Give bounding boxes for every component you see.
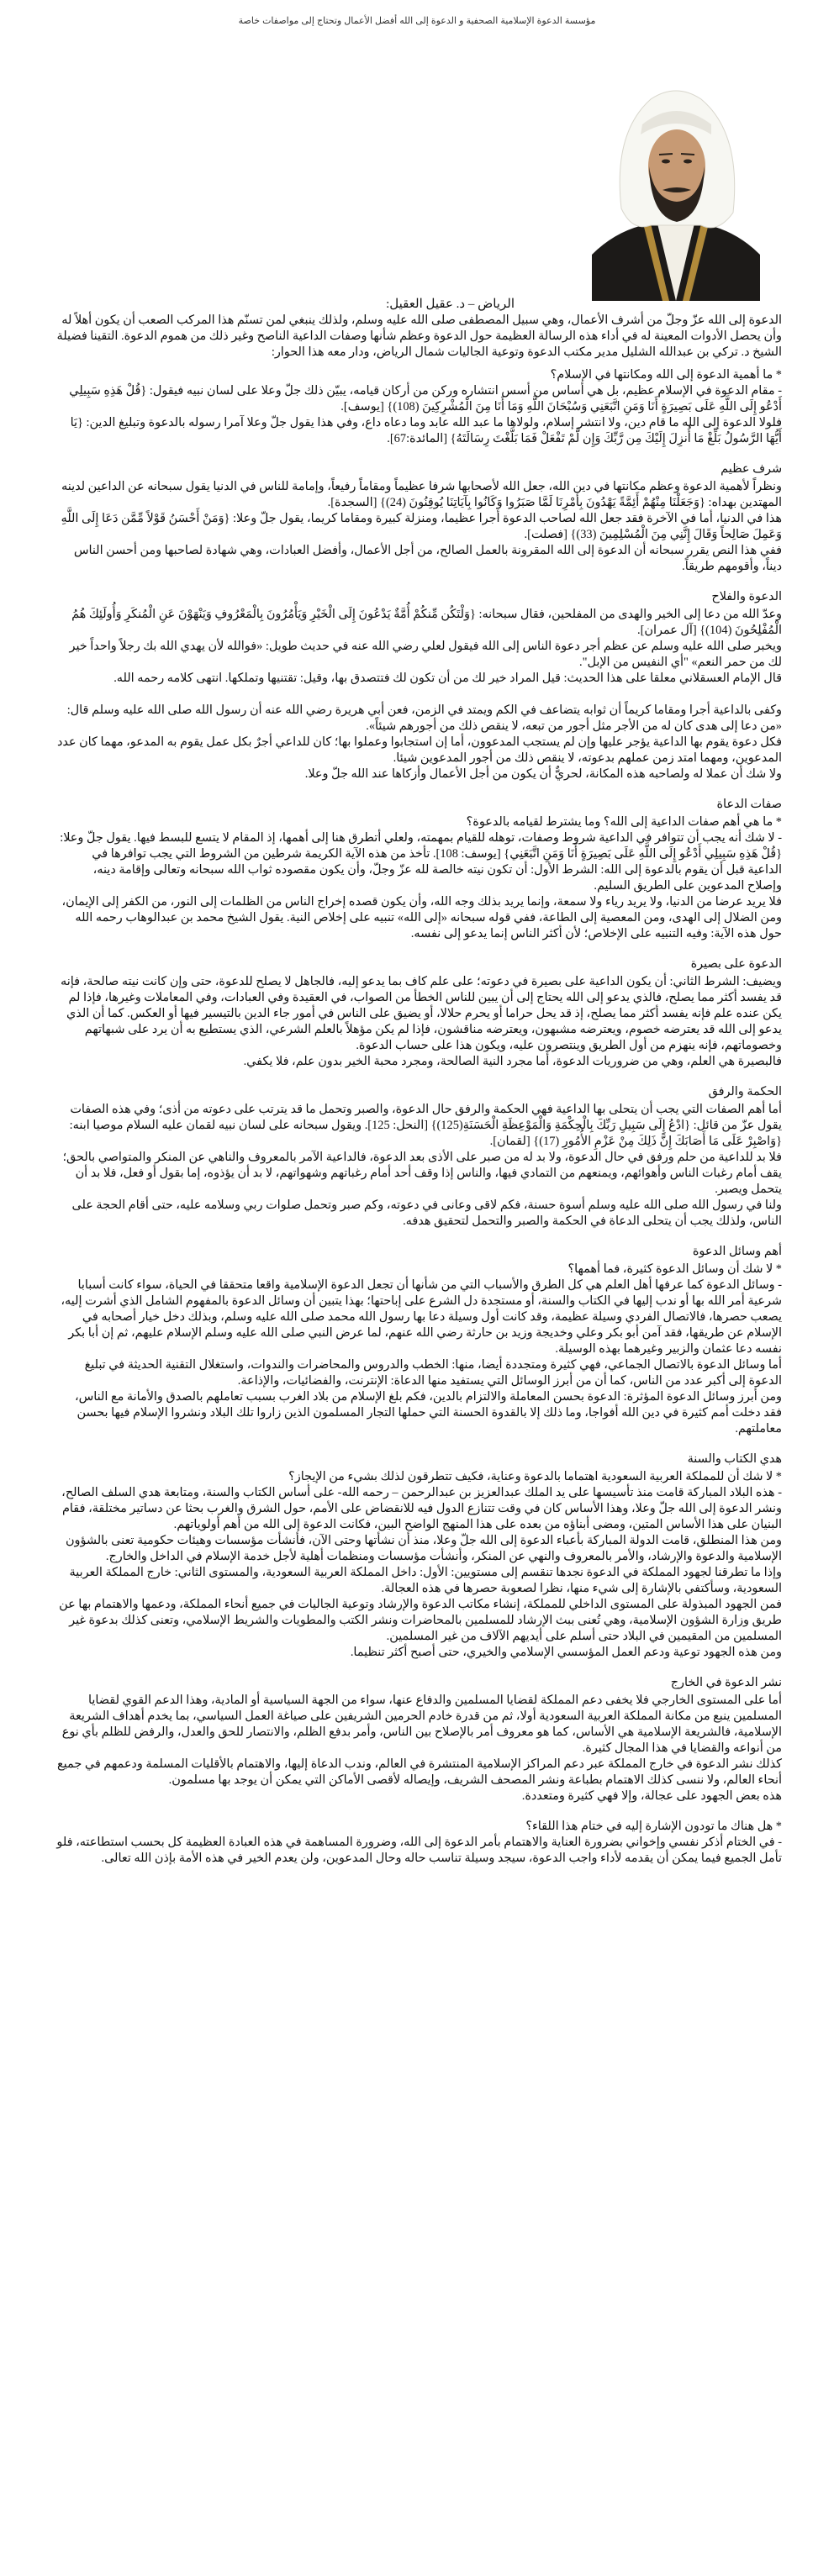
article-section [55,1084,782,1230]
section-heading: شرف عظيم [721,462,782,476]
section-heading: الحكمة والرفق [708,1085,782,1098]
section-paragraph: * هل هناك ما تودون الإشارة إليه في ختام هذا اللقاء؟ [525,1820,782,1833]
section-paragraph: * لا شك أن وسائل الدعوة كثيرة، فما أهمها؟ [567,1262,782,1276]
section-paragraph: * ما أهمية الدعوة إلى الله ومكانتها في الإسلام؟ [550,368,782,382]
portrait-photo [592,74,760,301]
article-section [55,367,782,447]
section-heading: الدعوة على بصيرة [690,957,782,971]
section-heading: أهم وسائل الدعوة [692,1245,782,1258]
article-byline: الرياض – د. عقيل العقيل: [386,298,515,311]
section-paragraph: وكفى بالداعية أجرا ومقاما كريماً أن ثوابه يتضاعف في الكم ويمتد في الزمن، فعن أبي هريرة رضي الله عنه أن رسول الله صلى الله عليه وسلم قال: «من دعا إلى هدى كان له من الأجر مثل أجور من تبعه، لا ينقص ذلك من أجورهم شيئاً». [66,703,782,733]
section-paragraph: فلا يريد عرضا من الدنيا، ولا يريد رياء ولا سمعة، وإنما يريد بذلك وجه الله، وأن يكون قصده إخراج الناس من الظلمات إلى النور، من الكفر إلى الإيمان، ومن الضلال إلى الهدى، ومن المعصية إلى الطاعة، ففي قوله سبحانه «إلى الله» تنبيه على إخلاص النية. يقول الشيخ محمد بن عبدالوهاب رحمه الله حول هذه الآية: وفيه التنبيه على الإخلاص؛ لأن أكثر الناس إنما يدعو إلى نفسه. [61,895,782,940]
article-section [55,1244,782,1437]
section-paragraph: - هذه البلاد المباركة قامت منذ تأسيسها على يد الملك عبدالعزيز بن عبدالرحمن – رحمه الله- على أساس الكتاب والسنة، ومتابعة هدي السلف الصالح، ونشر الدعوة إلى الله جلّ وعلا، وهذا الأساس كان في وقت تتنازع الدول فيه للانقضاض على الأمم، حول الشرق والغرب بحثا عن دساتير مختلقة، فقام البنيان على هذا الأساس المتين، ومضى أبناؤه من بعده على هذا المنهج الواضح البين، فكانت الدعوة إلى الله من أهم أولوياتهم. [61,1486,782,1531]
section-heading: نشر الدعوة في الخارج [670,1676,782,1689]
article-section [55,1675,782,1804]
section-heading: الدعوة والفلاح [711,590,782,603]
article-body [55,313,782,1881]
section-paragraph: * لا شك أن للمملكة العربية السعودية اهتماما بالدعوة وعناية، فكيف تتطرقون لذلك بشيء من الإيجاز؟ [288,1470,782,1483]
section-paragraph: كذلك نشر الدعوة في خارج المملكة عبر دعم المراكز الإسلامية المنتشرة في العالم، وندب الدعاة إليها، والاهتمام بالأقليات المسلمة ودعمهم في جميع أنحاء العالم، ولا ننسى كذلك الاهتمام بطباعة ونشر المصحف الشريف، وإيصاله لأقصى الأماكن التي يمكن أن يوجد بها مسلمون. [57,1757,782,1787]
section-paragraph: قال الإمام العسقلاني معلقا على هذا الحديث: قيل المراد خير لك من أن تكون لك فتتصدق بها، وقيل: تقتنيها وتملكها. انتهى كلامه رحمه الله. [113,672,782,685]
section-paragraph: * ما هي أهم صفات الداعية إلى الله؟ وما يشترط لقيامه بالدعوة؟ [466,815,782,829]
section-paragraph: ويضيف: الشرط الثاني: أن يكون الداعية على بصيرة في دعوته؛ على علم كاف بما يدعو إليه، فالجاهل لا يصلح للدعوة، حتى وإن كانت نيته صالحة، فإنه قد يفسد أكثر مما يصلح، فالذي يدعو إلى الله يحتاج إلى أن يبين للناس الخطأ من الصواب، في العقيدة وفي العبادات، وفي المعاملات وغيرها، فإذا لم يكن عنده علم فإنه يفسد أكثر مما يصلح، إذ قد يحل حراما أو يحرم حلالا، أو يضيق على الناس في أمور جاء الدين بالتيسير فيها أو العكس. كما أن الذي يدعو إلى الله قد يعترضه خصوم، ويعترضه مشبهون، ويعترضه مناقشون، فإذا لم يكن مؤهلاً بالعلم الشرعي، الذي يستطيع به أن يرد على شبهاتهم وخصوماتهم، فإنه ينهزم من أول الطريق وينتصرون عليه، ويكون هذا على حساب الدعوة. [61,975,782,1052]
section-paragraph: ومن هذا المنطلق، قامت الدولة المباركة بأعباء الدعوة إلى الله جلّ وعلا، منذ أن نشأتها وحتى الآن، فأنشأت مؤسسات وهيئات حكومية تعنى بالشؤون الإسلامية والدعوة والإرشاد، والأمر بالمعروف والنهي عن المنكر، وأنشأت مؤسسات ومنظمات أهلية لأجل خدمة الإسلام في الداخل والخارج. [65,1534,782,1563]
section-paragraph [55,687,782,703]
section-paragraph: أما على المستوى الخارجي فلا يخفى دعم المملكة لقضايا المسلمين والدفاع عنها، سواء من الجهة السياسية أو المادية، وهذا الدعم القوي لقضايا المسلمين ينبع من مكانة المملكة العربية السعودية أولا، ثم من قدرة خادم الحرمين الشريفين على صياغة العمل السياسي، بما يخدم أهداف الشريعة الإسلامية، فالشريعة الإسلامية هي الأساس، كما هو معروف أمر بالإصلاح بين الناس، وأمر بدفع الظلم، والانتصار للحق والعدل، والرفض للظلم بأي نوع من أنواعه والقضايا في هذا المجال كثيرة. [61,1694,782,1755]
article-intro: الدعوة إلى الله عزّ وجلّ من أشرف الأعمال، وهي سبيل المصطفى صلى الله عليه وسلم، ولذلك ينبغي لمن تسنّم هذا المركب الصعب أن يكون أهلاً له وأن يحصل الأدوات المعينة له في أداء هذه الرسالة العظيمة حول الدعوة وعظم شأنها وصفات الداعية الناصح وغير ذلك من هموم الدعوة. التقينا فضيلة الشيخ د. تركي بن عبدالله الشليل مدير مكتب الدعوة وتوعية الجاليات شمال الرياض، ودار معه هذا الحوار: [56,313,782,359]
section-paragraph: ويخبر صلى الله عليه وسلم عن عظم أجر دعوة الناس إلى الله فيقول لعلي رضي الله عنه في حديث طويل: «فوالله لأن يهدي الله بك رجلاً واحداً خير لك من حمر النعم» "أي النفيس من الإبل". [69,640,782,669]
section-paragraph: أما أهم الصفات التي يجب أن يتحلى بها الداعية فهي الحكمة والرفق حال الدعوة، والصبر وتحمل ما قد يترتب على دعوته من أذى؛ وفي هذه الصفات يقول عزّ من قائل: {ادْعُ إِلَى سَبِيلِ رَبِّكَ بِالْحِكْمَةِ وَالْمَوْعِظَةِ الْحَسَنَةِ(125)} [النحل: 125]. ويقول سبحانه على لسان نبيه لقمان عليه السلام موصيا ابنه: {وَاصْبِرْ عَلَى مَا أَصَابَكَ إِنَّ ذَلِكَ مِنْ عَزْمِ الأُمُورِ (17)} [لقمان]. [69,1103,782,1148]
article-section [55,1819,782,1867]
section-paragraph: فلولا الدعوة إلى الله ما قام دين، ولا انتشر إسلام، ولولاها ما عبد الله عابد وما دعاه داع، وفي هذا يقول جلّ وعلا آمرا رسوله بالدعوة وتبليغ الدين: {يَا أَيُّهَا الرَّسُولُ بَلِّغْ مَا أُنزِلَ إِلَيْكَ مِن رَّبِّكَ وَإِن لَّمْ تَفْعَلْ فَمَا بَلَّغْتَ رِسَالَتَهُ} [المائدة:67]. [70,416,782,445]
section-paragraph: ونظراً لأهمية الدعوة وعظم مكانتها في دين الله، جعل الله لأصحابها شرفا عظيماً ومقاماً رفيعاً، وإمامة للناس في الدنيا يقول سبحانه عن الداعين لدينه المهتدين بهداه: {وَجَعَلْنَا مِنْهُمْ أَئِمَّةً يَهْدُونَ بِأَمْرِنَا لَمَّا صَبَرُوا وَكَانُوا بِآيَاتِنَا يُوقِنُونَ (24)} [السجدة]. [61,480,782,509]
section-paragraph: وإذا ما تطرقنا لجهود المملكة في الدعوة نجدها تنقسم إلى مستويين: الأول: داخل المملكة العربية السعودية، والمستوى الثاني: خارج المملكة العربية السعودية، وسأكتفي بالإشارة إلى شيء منها، نظرا لصعوبة حصرها في هذه العجالة. [69,1566,782,1595]
section-paragraph: هذه بعض الجهود على عجالة، وإلا فهي كثيرة ومتعددة. [521,1789,782,1803]
section-paragraph: فمن الجهود المبذولة على المستوى الداخلي للمملكة، إنشاء مكاتب الدعوة والإرشاد وتوعية الجاليات في جميع أنحاء المملكة، ودعمها والاهتمام بها عن طريق وزارة الشؤون الإسلامية، وهي تُعنى ببث الإرشاد للمسلمين بالمحاضرات ونشر الكتب والمطويات والشريط الإسلامي، وتعنى كذلك بدعوة غير المسلمين من المقيمين في البلاد حتى أسلم على أيديهم الآلاف من غير المسلمين. [59,1598,782,1643]
article-section [55,1451,782,1661]
section-paragraph: وعدّ الله من دعا إلى الخير والهدى من المفلحين، فقال سبحانه: {وَلْتَكُن مِّنكُمْ أُمَّةٌ يَدْعُونَ إِلَى الْخَيْرِ وَيَأْمُرُونَ بِالْمَعْرُوفِ وَيَنْهَوْنَ عَنِ الْمُنكَرِ وَأُولَئِكَ هُمُ الْمُفْلِحُونَ (104)} [آل عمران]. [71,608,782,637]
section-paragraph: ولا شك أن عملا له ولصاحبه هذه المكانة، لحريٌّ أن يكون من أجل الأعمال وأزكاها عند الله جلّ وعلا. [304,767,782,781]
section-heading: هدي الكتاب والسنة [687,1452,782,1466]
section-heading: صفات الدعاة [716,798,782,811]
section-paragraph: ففي هذا النص يقرر سبحانه أن الدعوة إلى الله المقرونة بالعمل الصالح، من أجل الأعمال، وأفضل العبادات، وهي شهادة لصاحبها ومن أحسن الناس ديناً، وأقومهم طريقاً. [73,544,782,573]
article-section [55,461,782,575]
article-section [55,797,782,942]
section-paragraph: أما وسائل الدعوة بالاتصال الجماعي، فهي كثيرة ومتجددة أيضا، منها: الخطب والدروس والمحاضرات والندوات، واستغلال التقنية الحديثة في تبليغ الدعوة إلى أكبر عدد من الناس، كما أن من أبرز الوسائل التي يستفيد منها الدعاة: الإنترنت، والفضائيات، والإذاعة. [84,1358,782,1388]
section-paragraph: - وسائل الدعوة كما عرفها أهل العلم هي كل الطرق والأسباب التي من شأنها أن تجعل الدعوة الإسلامية واقعا متحققا في الحياة، سواء كانت أسبابا شرعية أمر الله بها أو ندب إليها في الكتاب والسنة، أو مستجدة دل الشرع على إباحتها؛ بهذا يتبين أن وسائل الدعوة بالمفهوم الشامل الذي أشرت إليه، يصعب حصرها، فالاتصال الفردي وسيلة عظيمة، وقد كانت أول وسيلة دعا بها رسول الله محمد صلى الله عليه وسلم، وبذلك دخل خيار أصحابه في الإسلام عن طريقها، فقد آمن أبو بكر وعلي وخديجة وزيد بن حارثة رضي الله عنهم، لما عرض النبي صلى الله عليه وسلم الإسلام عليهم، ثم إن أبا بكر نفسه دعا عثمان والزبير وغيرهما بهذه الوسيلة. [61,1278,782,1356]
section-paragraph: هذا في الدنيا، أما في الآخرة فقد جعل الله لصاحب الدعوة أجرا عظيما، ومنزلة كبيرة ومقاما كريما، يقول جلّ وعلا: {وَمَنْ أَحْسَنُ قَوْلاً مِّمَّن دَعَا إِلَى اللَّهِ وَعَمِلَ صَالِحاً وَقَالَ إِنَّنِي مِنَ الْمُسْلِمِينَ (33)} [فصلت]. [61,512,782,541]
section-paragraph: ومن هذه الجهود توعية ودعم العمل المؤسسي الإسلامي والخيري، حتى أصبح أكثر تنظيما. [350,1646,782,1659]
section-paragraph: ولنا في رسول الله صلى الله عليه وسلم أسوة حسنة، فكم لاقى وعانى في دعوته، وكم صبر وتحمل صلوات ربي وسلامه عليه، حتى أقام الحجة على الناس، ولذلك يجب أن يتحلى الدعاة في الحكمة والصبر والتحمل لتحقيق هدفه. [71,1198,782,1228]
section-paragraph: فكل دعوة يقوم بها الداعية يؤجر عليها وإن لم يستجب المدعوون، أما إن استجابوا وعملوا بها؛ كان للداعي أجرٌ بكل عمل يقوم به المدعو، مهما كان عدد المدعوين، ومهما امتد زمن عملهم بدعوته، لا ينقص ذلك من أجور المدعوين شيئا. [56,735,782,765]
section-paragraph: - في الختام أذكر نفسي وإخواني بضرورة العناية والاهتمام بأمر الدعوة إلى الله، وضرورة المساهمة في هذه العبادة العظيمة كل بحسب استطاعته، فلو تأمل الجميع فيما يمكن أن يقدمه لأداء واجب الدعوة، سيجد وسيلة تناسب حاله وحال المدعوين، ولن يعدم الخير في هذه الأمة بإذن الله تعالى. [56,1836,782,1865]
section-paragraph: فلا بد للداعية من حلم ورفق في حال الدعوة، ولا بد له من صبر على الأذى بعد الدعوة، فالداعية الآمر بالمعروف والناهي عن المنكر والمتواصي بالحق؛ يقف أمام رغبات الناس وأهوائهم، ويمنعهم من التمادي فيها، والناس إذا وقف أحد أمام رغباتهم وشهواتهم، لا بد أن يؤذوه، إما بقول أو فعل، فلا بد أن يتحمل ويصبر. [62,1151,782,1196]
section-paragraph: فالبصيرة هي العلم، وهي من ضروريات الدعوة، أما مجرد النية الصالحة، ومجرد محبة الخير بدون علم، فلا يكفي. [243,1055,782,1068]
article-section [55,956,782,1070]
page-header: مؤسسة الدعوة الإسلامية الصحفية و الدعوة إلى الله أفضل الأعمال وتحتاج إلى مواصفات خاصة [238,16,596,26]
article-section [55,589,782,782]
article-sections [55,367,782,1867]
section-paragraph: - لا شك أنه يجب أن تتوافر في الداعية شروط وصفات، توهله للقيام بمهمته، ولعلي أتطرق هنا إلى أهمها، إذ المقام لا يتسع للبسط فيها. يقول جلّ وعلا: {قُلْ هَذِهِ سَبِيلِي أَدْعُو إِلَى اللَّهِ عَلَى بَصِيرَةٍ أَنَا وَمَنِ اتَّبَعَنِي} [يوسف: 108]. تأخذ من هذه الآية الكريمة شرطين من الشروط التي يجب توافرها في الداعية قبل أن يقوم بالدعوة إلى الله: الشرط الأول: أن تكون نيته خالصة لله عزّ وجلّ، وأن يكون مقصوده ثواب الله سبحانه وتعالى وإقامة دينه، وإصلاح المدعوين على الطريق السليم. [60,831,782,893]
section-paragraph: - مقام الدعوة في الإسلام عظيم، بل هي أساس من أسس انتشاره وركن من أركان قيامه، يبيّن ذلك جلّ وعلا على لسان نبيه فيقول: {قُلْ هَذِهِ سَبِيلِي أَدْعُو إِلَى اللَّهِ عَلَى بَصِيرَةٍ أَنَا وَمَنِ اتَّبَعَنِي وَسُبْحَانَ اللَّهِ وَمَا أَنَا مِنَ الْمُشْرِكِينَ (108)} [يوسف]. [69,384,782,414]
section-paragraph: ومن أبرز وسائل الدعوة المؤثرة: الدعوة بحسن المعاملة والالتزام بالدين، فكم بلغ الإسلام من بلاد الغرب بسبب تعاملهم بالصدق والأمانة مع الناس، فقد دخلت أمم كثيرة في دين الله أفواجا، وما ذلك إلا بالقدوة الحسنة التي حملها التجار المسلمون الذين زاروا تلك البلاد ونشروا الإسلام فيها بحسن معاملتهم. [75,1390,782,1436]
